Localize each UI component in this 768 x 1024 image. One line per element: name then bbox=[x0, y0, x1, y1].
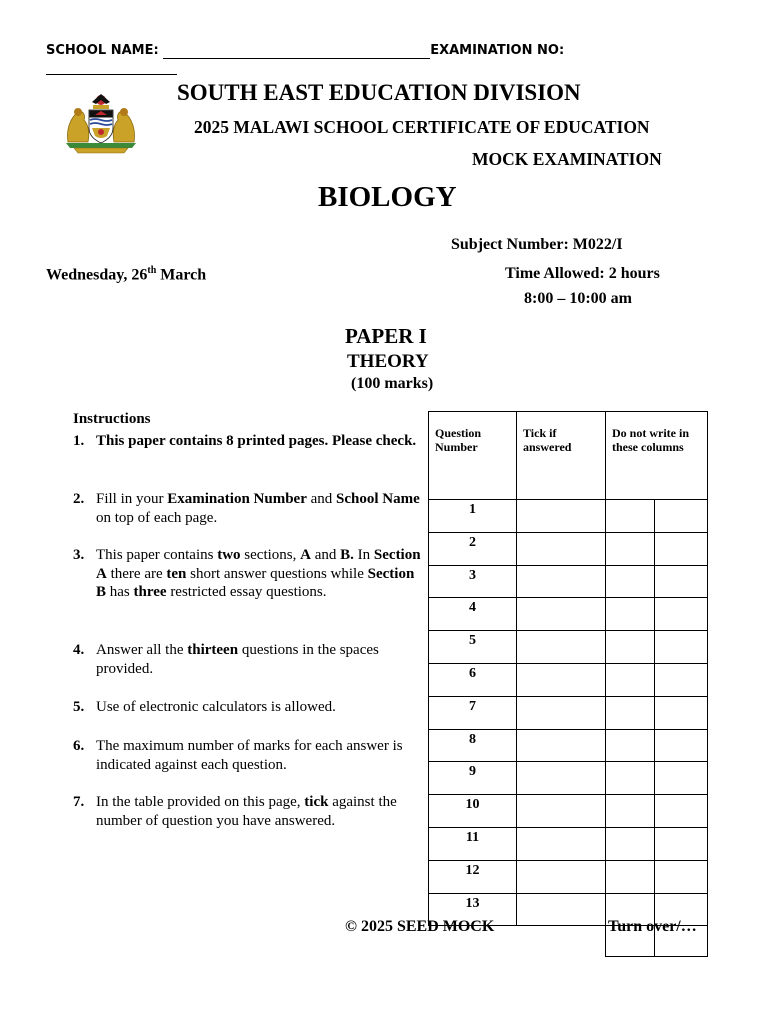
instructions-heading: Instructions bbox=[73, 411, 151, 427]
examiner-cell bbox=[655, 827, 708, 860]
tick-cell[interactable] bbox=[517, 500, 606, 533]
school-name-label: SCHOOL NAME: bbox=[46, 43, 159, 58]
examiner-cell bbox=[606, 762, 655, 795]
examiner-cell bbox=[655, 860, 708, 893]
instruction-number: 2. bbox=[73, 491, 85, 507]
time-allowed: Time Allowed: 2 hours bbox=[505, 265, 660, 282]
tick-cell[interactable] bbox=[517, 795, 606, 828]
question-number: 1 bbox=[429, 500, 517, 533]
turn-over: Turn over/… bbox=[608, 918, 697, 935]
table-row bbox=[429, 663, 708, 696]
exam-no-label: EXAMINATION NO: bbox=[430, 43, 565, 58]
tick-cell[interactable] bbox=[517, 631, 606, 664]
examiner-cell bbox=[655, 663, 708, 696]
examiner-cell bbox=[655, 631, 708, 664]
question-number: 7 bbox=[429, 696, 517, 729]
exam-date: Wednesday, 26th March bbox=[46, 265, 207, 284]
malawi-coat-of-arms-emblem bbox=[62, 90, 140, 154]
table-row bbox=[429, 827, 708, 860]
table-row bbox=[429, 532, 708, 565]
question-number: 8 bbox=[429, 729, 517, 762]
question-number: 9 bbox=[429, 762, 517, 795]
table-row bbox=[429, 500, 708, 533]
examiner-cell bbox=[606, 696, 655, 729]
table-row bbox=[429, 795, 708, 828]
instruction-number: 7. bbox=[73, 794, 85, 810]
instruction-text: Answer all the thirteen questions in the spaces provided. bbox=[96, 642, 379, 677]
question-number: 6 bbox=[429, 663, 517, 696]
question-number: 4 bbox=[429, 598, 517, 631]
table-row bbox=[429, 598, 708, 631]
tick-cell[interactable] bbox=[517, 565, 606, 598]
examiner-cell bbox=[606, 500, 655, 533]
table-row bbox=[429, 565, 708, 598]
examiner-cell bbox=[655, 565, 708, 598]
examiner-cell bbox=[606, 631, 655, 664]
instruction-text: The maximum number of marks for each answer is indicated against each question. bbox=[96, 738, 403, 773]
tick-cell[interactable] bbox=[517, 696, 606, 729]
tick-cell[interactable] bbox=[517, 729, 606, 762]
subject-title: BIOLOGY bbox=[318, 181, 457, 213]
instruction-text: In the table provided on this page, tick against the number of question you have answered. bbox=[96, 794, 397, 829]
time-range: 8:00 – 10:00 am bbox=[524, 290, 632, 307]
table-row bbox=[429, 860, 708, 893]
copyright: © 2025 SEED MOCK bbox=[345, 918, 495, 935]
examiner-cell bbox=[655, 500, 708, 533]
tick-cell[interactable] bbox=[517, 860, 606, 893]
question-number: 12 bbox=[429, 860, 517, 893]
instruction-number: 3. bbox=[73, 547, 85, 563]
header-fields bbox=[46, 43, 746, 59]
instruction-text: This paper contains two sections, A and B. In Section A there are ten short answer questions while Section B has three restricted essay questions. bbox=[96, 547, 421, 600]
examiner-cell bbox=[655, 598, 708, 631]
instruction-number: 4. bbox=[73, 642, 85, 658]
examiner-cell bbox=[655, 532, 708, 565]
table-row bbox=[429, 631, 708, 664]
question-number: 10 bbox=[429, 795, 517, 828]
col-tick-if-answered: Tick if answered bbox=[517, 412, 606, 500]
tick-cell[interactable] bbox=[517, 893, 606, 926]
tick-cell[interactable] bbox=[517, 762, 606, 795]
certificate-title: 2025 MALAWI SCHOOL CERTIFICATE OF EDUCATION bbox=[194, 117, 650, 137]
examiner-cell bbox=[655, 762, 708, 795]
subject-number: Subject Number: M022/I bbox=[451, 236, 623, 253]
paper-marks: (100 marks) bbox=[351, 375, 434, 392]
examiner-cell bbox=[606, 827, 655, 860]
question-number: 3 bbox=[429, 565, 517, 598]
examiner-cell bbox=[606, 860, 655, 893]
instruction-number: 5. bbox=[73, 699, 85, 715]
division-title: SOUTH EAST EDUCATION DIVISION bbox=[177, 80, 581, 105]
instruction-text: Use of electronic calculators is allowed. bbox=[96, 699, 336, 715]
tick-cell[interactable] bbox=[517, 827, 606, 860]
exam-no-field[interactable] bbox=[46, 74, 177, 75]
tick-cell[interactable] bbox=[517, 663, 606, 696]
examiner-cell bbox=[606, 598, 655, 631]
examiner-cell bbox=[606, 663, 655, 696]
examiner-cell bbox=[655, 696, 708, 729]
examiner-cell bbox=[606, 532, 655, 565]
question-number: 13 bbox=[429, 893, 517, 926]
col-examiner-use: Do not write in these columns bbox=[606, 412, 708, 500]
paper-name: PAPER I bbox=[345, 324, 427, 348]
examiner-cell bbox=[655, 729, 708, 762]
instruction-number: 1. bbox=[73, 433, 85, 449]
examiner-cell bbox=[606, 795, 655, 828]
examiner-cell bbox=[655, 795, 708, 828]
table-row bbox=[429, 762, 708, 795]
question-tick-table bbox=[428, 411, 708, 957]
examiner-cell bbox=[606, 565, 655, 598]
school-name-field[interactable] bbox=[163, 43, 430, 59]
question-number: 2 bbox=[429, 532, 517, 565]
question-number: 5 bbox=[429, 631, 517, 664]
instruction-text: This paper contains 8 printed pages. Please check. bbox=[96, 433, 417, 449]
table-row bbox=[429, 696, 708, 729]
question-number: 11 bbox=[429, 827, 517, 860]
instruction-text: Fill in your Examination Number and School Name on top of each page. bbox=[96, 491, 420, 526]
tick-cell[interactable] bbox=[517, 532, 606, 565]
tick-cell[interactable] bbox=[517, 598, 606, 631]
table-row bbox=[429, 729, 708, 762]
mock-title: MOCK EXAMINATION bbox=[472, 149, 662, 169]
col-question-number: Question Number bbox=[429, 412, 517, 500]
paper-type: THEORY bbox=[347, 351, 429, 372]
instruction-number: 6. bbox=[73, 738, 85, 754]
examiner-cell bbox=[606, 729, 655, 762]
